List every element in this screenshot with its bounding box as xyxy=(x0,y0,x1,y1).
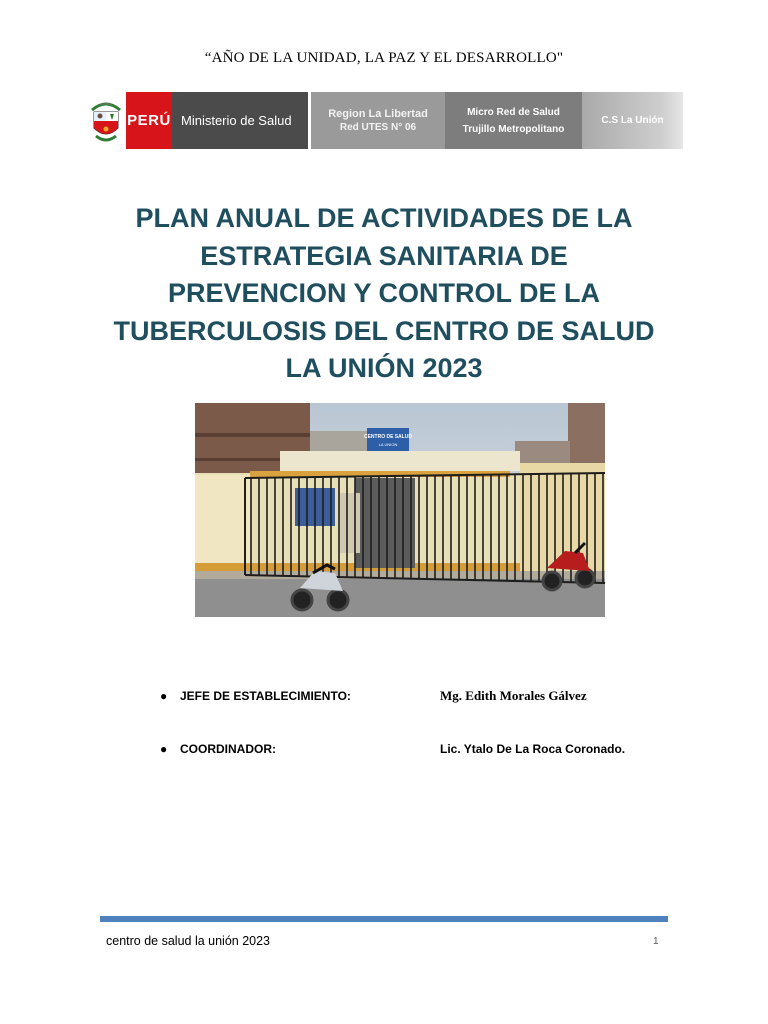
bullet-icon: ● xyxy=(160,689,168,703)
detail-row-jefe xyxy=(160,689,680,711)
title-line: ESTRATEGIA SANITARIA DE xyxy=(200,240,568,271)
region-name: Region La Libertad xyxy=(328,107,428,120)
bullet-icon: ● xyxy=(160,742,168,756)
health-center-photo xyxy=(195,403,605,617)
header-motto: “AÑO DE LA UNIDAD, LA PAZ Y EL DESARROLLO" xyxy=(204,50,564,66)
jefe-label: JEFE DE ESTABLECIMIENTO: xyxy=(180,689,351,703)
document-title xyxy=(60,200,708,388)
sign-text-line1: CENTRO DE SALUD xyxy=(363,434,413,440)
detail-row-coordinador xyxy=(160,742,680,764)
title-line: PLAN ANUAL DE ACTIVIDADES DE LA xyxy=(135,203,633,233)
coordinador-label: COORDINADOR: xyxy=(180,742,276,756)
ministerio-de-salud-block: Ministerio de Salud xyxy=(172,92,308,149)
footer-text: centro de salud la unión 2023 xyxy=(106,934,271,948)
coordinador-value: Lic. Ytalo De La Roca Coronado. xyxy=(440,742,626,756)
footer-divider xyxy=(100,916,668,922)
sign-text-line2: LA UNION xyxy=(378,442,398,447)
red-utes-name: Red UTES N° 06 xyxy=(339,121,417,133)
micro-red-city: Trujillo Metropolitano xyxy=(462,123,565,135)
micro-red-block xyxy=(445,92,582,149)
title-line: PREVENCION Y CONTROL DE LA xyxy=(167,278,601,308)
peru-coat-of-arms-icon xyxy=(86,92,126,149)
micro-red-name: Micro Red de Salud xyxy=(467,106,560,118)
centro-salud-block: C.S La Unión xyxy=(582,92,683,149)
region-block xyxy=(311,92,445,149)
jefe-value: Mg. Edith Morales Gálvez xyxy=(440,688,587,703)
title-line: LA UNIÓN 2023 xyxy=(285,353,483,383)
page-number: 1 xyxy=(653,936,659,947)
title-line: TUBERCULOSIS DEL CENTRO DE SALUD xyxy=(113,315,655,346)
peru-logo-block: PERÚ xyxy=(126,92,172,149)
institutional-banner xyxy=(86,92,686,149)
